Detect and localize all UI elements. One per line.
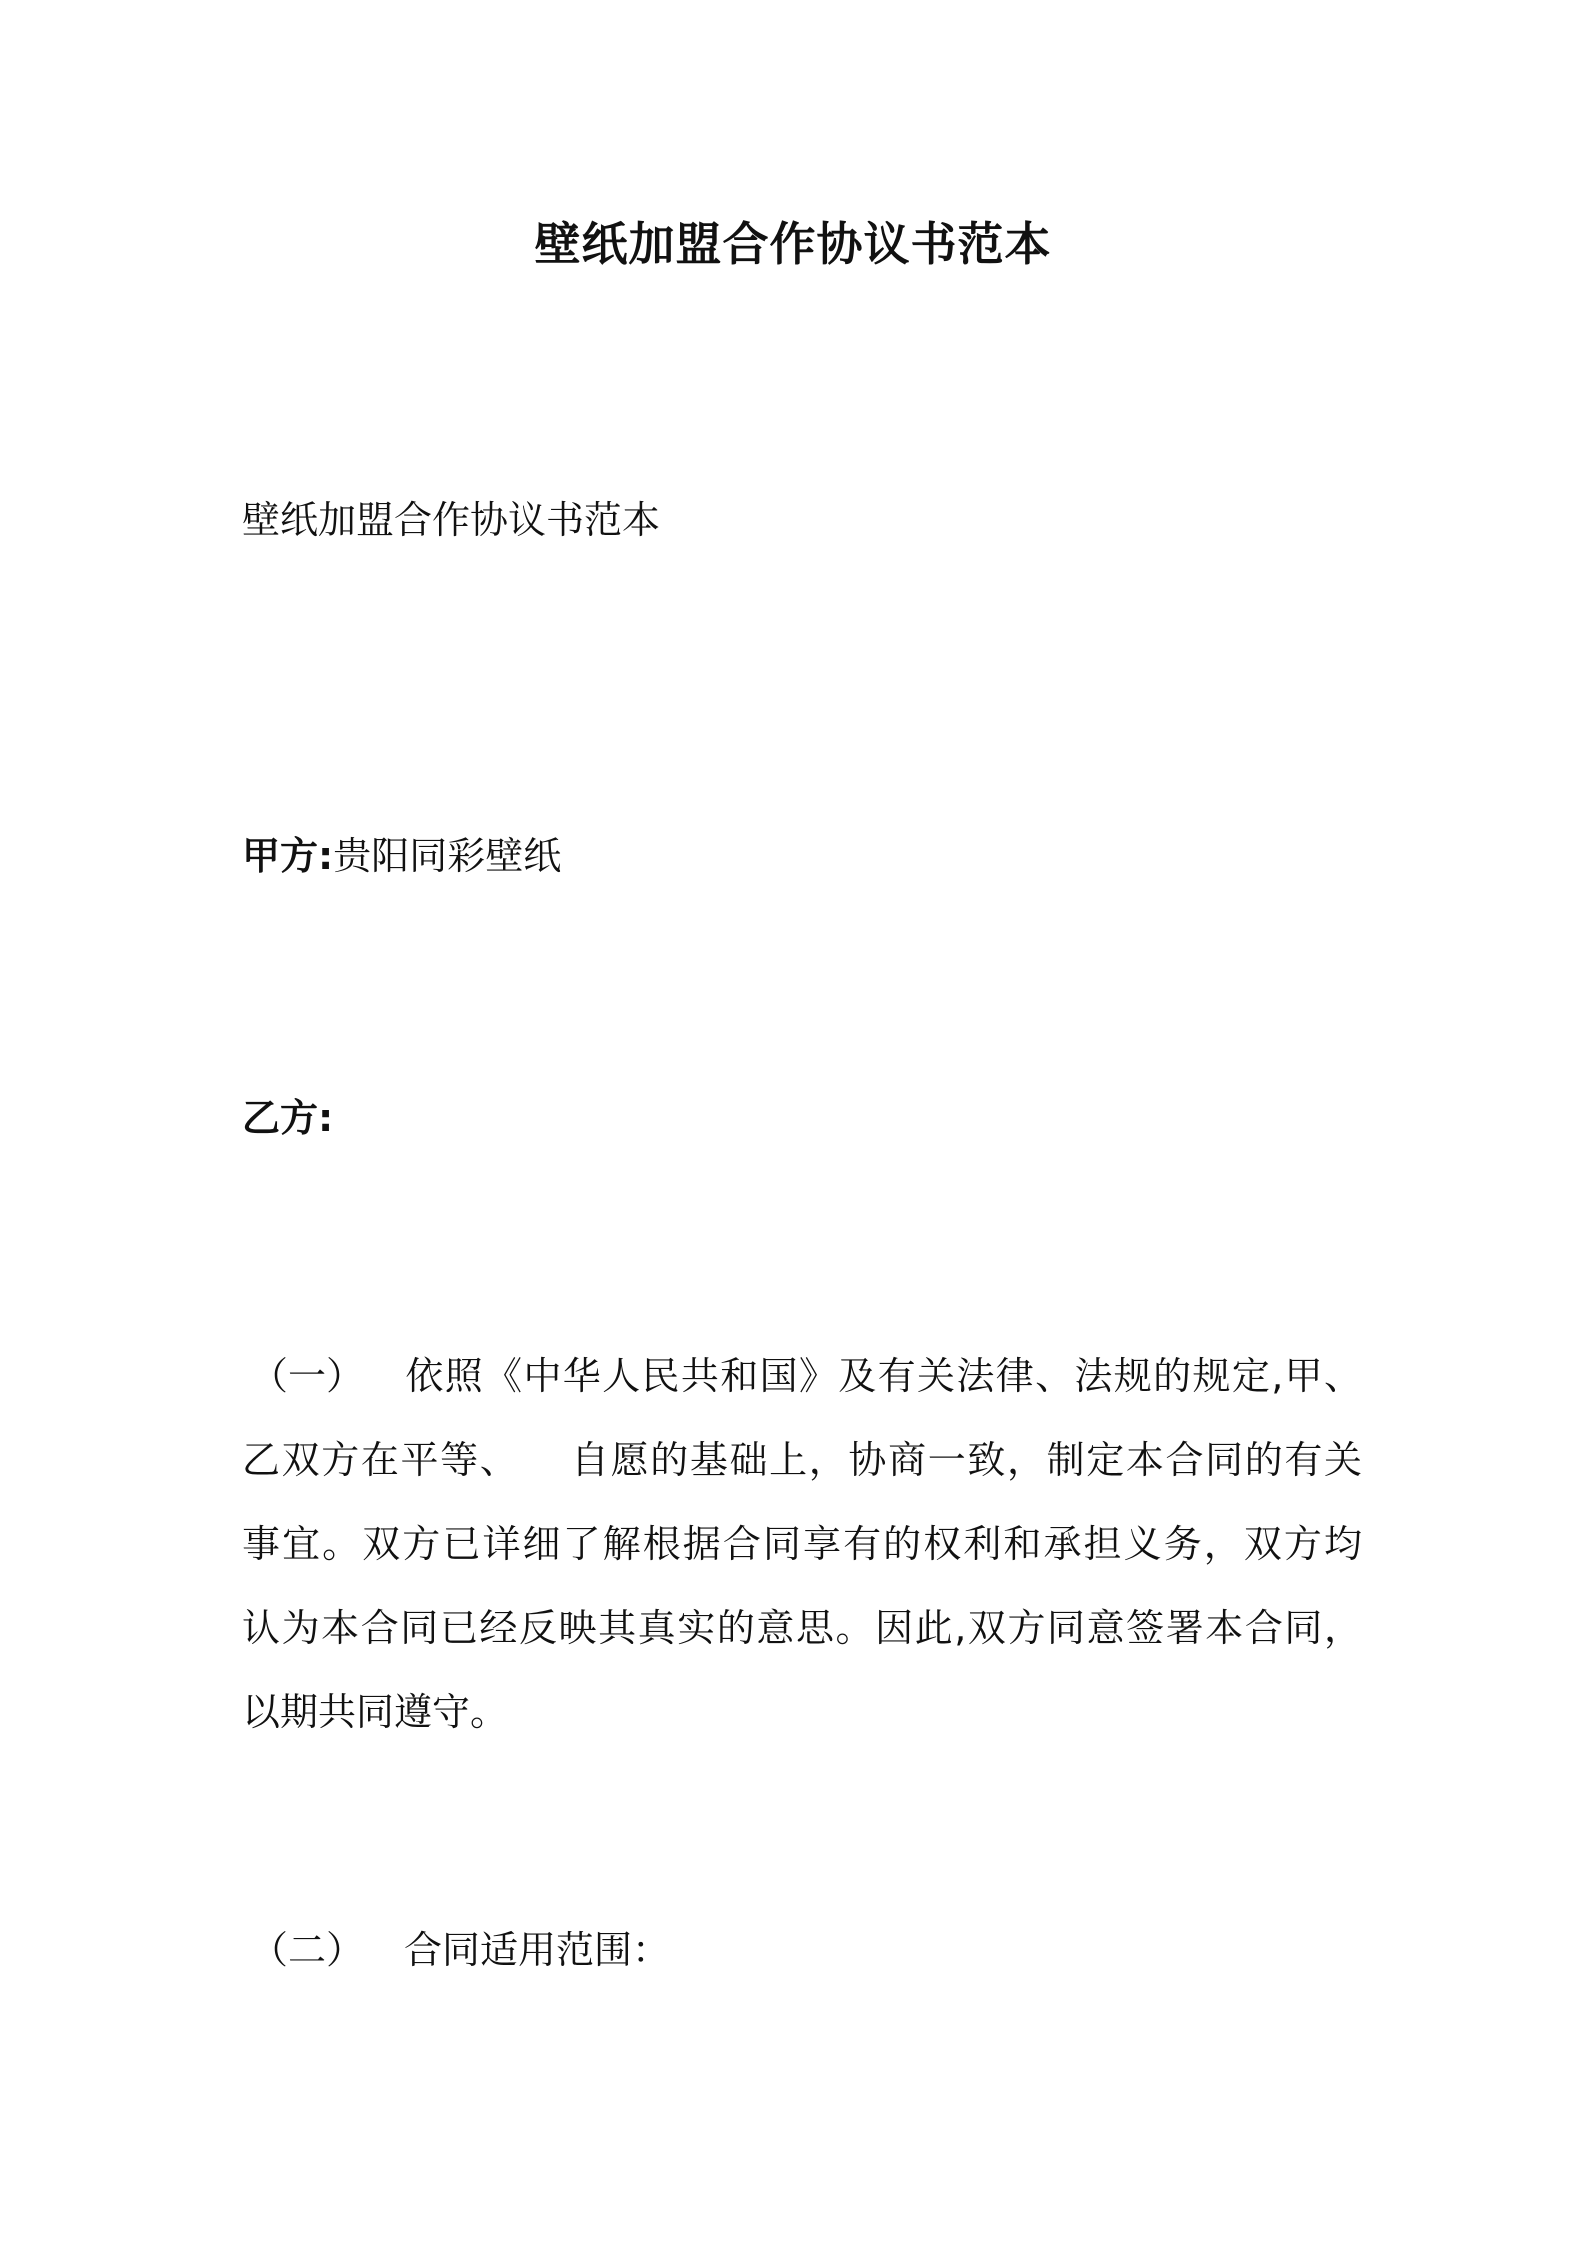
section-2-text: 合同适用范围： xyxy=(404,1928,671,1972)
section-1-text-2b: 自愿的基础上，协商一致，制定本合同的有关 xyxy=(569,1438,1362,1482)
section-1-number: （一） xyxy=(250,1354,365,1398)
section-2-number: （二） xyxy=(250,1928,365,1972)
section-1-line-4: 认为本合同已经反映其真实的意思。因此,双方同意签署本合同， xyxy=(242,1606,1362,1650)
section-1-paragraph xyxy=(242,1334,1362,1754)
party-a-label: 甲方: xyxy=(242,834,334,878)
section-1-line-5: 以期共同遵守。 xyxy=(242,1690,509,1734)
party-b-label: 乙方: xyxy=(242,1096,334,1140)
party-a-value: 贵阳同彩壁纸 xyxy=(333,834,562,878)
section-1-line-3: 事宜。双方已详细了解根据合同享有的权利和承担义务，双方均 xyxy=(242,1522,1362,1566)
section-2-heading xyxy=(242,1924,670,1976)
section-1-text-1: 依照《中华人民共和国》及有关法律、法规的规定,甲、 xyxy=(404,1354,1362,1398)
section-1-line-1 xyxy=(242,1334,1362,1418)
party-a-line xyxy=(242,830,561,882)
section-1-line-2 xyxy=(242,1418,1362,1502)
document-title: 壁纸加盟合作协议书范本 xyxy=(534,217,1052,271)
document-subtitle: 壁纸加盟合作协议书范本 xyxy=(242,498,661,542)
section-1-text-2a: 乙双方在平等、 xyxy=(242,1438,520,1482)
